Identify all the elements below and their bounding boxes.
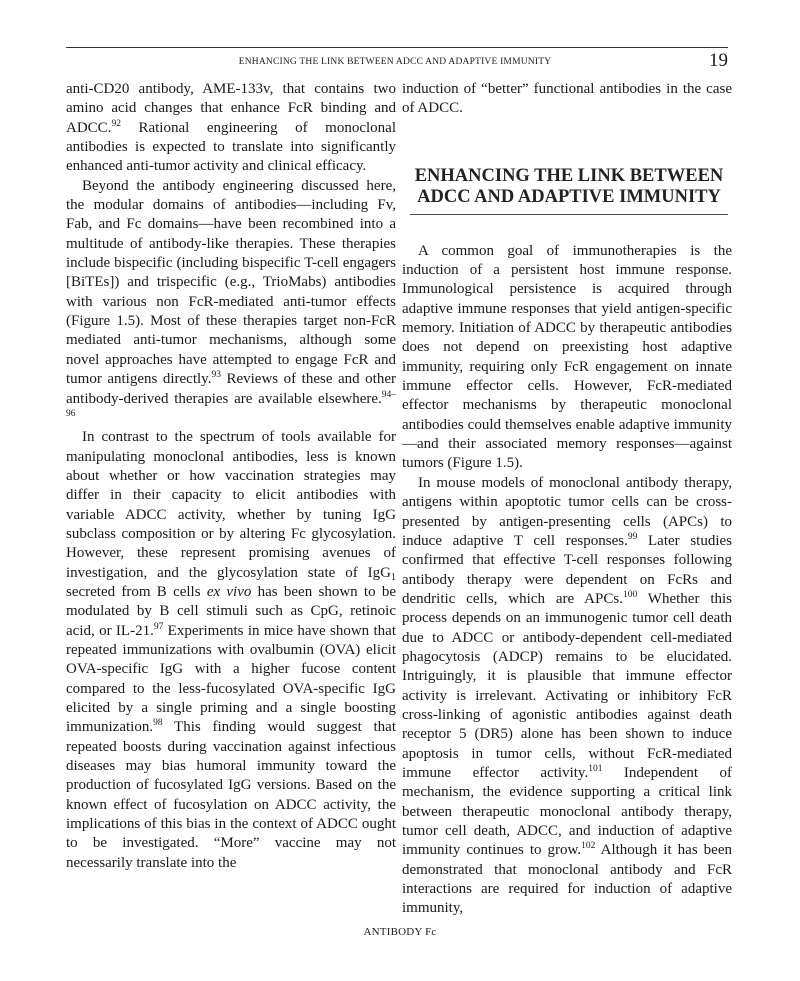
right-column (402, 80, 732, 919)
citation: 100 (622, 589, 638, 600)
citation: 99 (627, 531, 638, 542)
italic-term: ex vivo (206, 583, 252, 600)
paragraph: In mouse models of monoclonal antibody therapy, antigens within apoptotic tumor cells can be cross-presented by antigen-presenting cells (APCs) to induce adaptive T cell responses.$^{99}$ Later studies confirmed that effective T-cell responses following antibody therapy were dependent on FcRs and dendritic cells, which are APCs.$^{100}$ Whether this process depends on an immunogenic tumor cell death due to ADCC or antibody-dependent cell-mediated phagocytosis (ADCP) remains to be elucidated. Intriguingly, it is plausible that immune effector activity is irrelevant. Activating or inhibitory FcR cross-linking of agonistic antibodies against death receptor 5 (DR5) alone has been shown to induce apoptosis in tumor cells, without FcR-mediated immune effector activity.$^{101}$ Independent of mechanism, the evidence supporting a critical link between therapeutic monoclonal antibody therapy, tumor cell death, ADCC, and induction of adaptive immunity continues to grow.$^{102}$ Although it has been demonstrated that monoclonal antibody and FcR interactions are required for induction of adaptive immunity, (402, 474, 733, 917)
left-column (66, 80, 396, 873)
section-heading: ENHANCING THE LINK BETWEEN ADCC AND ADAPTIVE IMMUNITY (410, 166, 728, 215)
citation: 98 (153, 718, 163, 729)
running-footer: ANTIBODY Fc (363, 926, 437, 938)
subscript: 1 (391, 571, 396, 583)
citation: 94–96 (66, 389, 396, 419)
citation: 102 (581, 841, 596, 852)
paragraph: induction of “better” functional antibodies in the case of ADCC. (402, 81, 732, 117)
citation: 93 (211, 370, 221, 381)
paragraph: In contrast to the spectrum of tools available for manipulating monoclonal antibodies, less is known about whether or how vaccination strategies may differ in their capacity to elicit antibodies with variable ADCC activity, whether by tuning IgG subclass composition or by altering Fc glycosylation. However, these represent promising avenues of investigation, and the glycosylation state of IgG$_1$ secreted from B cells ex vivo has been shown to be modulated by B cell stimuli such as CpG, retinoic acid, or IL-21.97 Experiments in mice have shown that repeated immunizations with ovalbumin (OVA) elicit OVA-specific IgG with a higher fucose content compared to the less-fucosylated OVA-specific IgG elicited by a single priming and a single boosting immunization.$^{98}$ This finding would suggest that repeated boosts during vaccination against infectious diseases may bias humoral immunity toward the production of fucosylated IgG versions. Based on the known effect of fucosylation on ADCC activity, the implications of this bias in the context of ADCC ought to be investigated. “More” vaccine may not necessarily translate into the (66, 429, 396, 871)
header-rule (66, 47, 728, 48)
citation: 97 (153, 621, 164, 632)
citation: 101 (588, 763, 603, 774)
paragraph: A common goal of immunotherapies is the induction of a persistent host immune response. Immunological persistence is acquired through adaptive immune responses that yield antigen-specific memory. Initiation of ADCC by therapeutic antibodies does not depend on preexisting host adaptive immunity, requiring only FcR engagement on innate immune effector cells. However, FcR-mediated effector mechanisms by therapeutic monoclonal antibodies could themselves enable adaptive immunity—and their associated memory responses—against tumors (Figure 1.5). (402, 242, 732, 472)
page-number: 19 (709, 50, 728, 71)
running-header: ENHANCING THE LINK BETWEEN ADCC AND ADAPTIVE IMMUNITY (238, 57, 552, 67)
paragraph: Beyond the antibody engineering discussed here, the modular domains of antibodies—including Fv, Fab, and Fc domains—have been recombined into a multitude of antibody-like therapies. These therapies include bispecific (including bispecific T-cell engagers [BiTEs]) and trispecific (e.g., TrioMabs) antibodies with various non FcR-mediated anti-tumor effects (Figure 1.5). Most of these therapies target non-FcR mediated anti-tumor mechanisms, although some novel approaches have attempted to engage FcR and tumor antigens directly.$^{93}$ Reviews of these and other antibody-derived therapies are available elsewhere.$^{94-96}$ (66, 177, 396, 419)
citation: 92 (111, 118, 121, 129)
paragraph: anti-CD20 antibody, AME-133v, that contains two amino acid changes that enhance FcR binding and ADCC.$^{92}$ Rational engineering of monoclonal antibodies is expected to translate into significantly enhanced anti-tumor activity and clinical efficacy. (66, 81, 396, 175)
